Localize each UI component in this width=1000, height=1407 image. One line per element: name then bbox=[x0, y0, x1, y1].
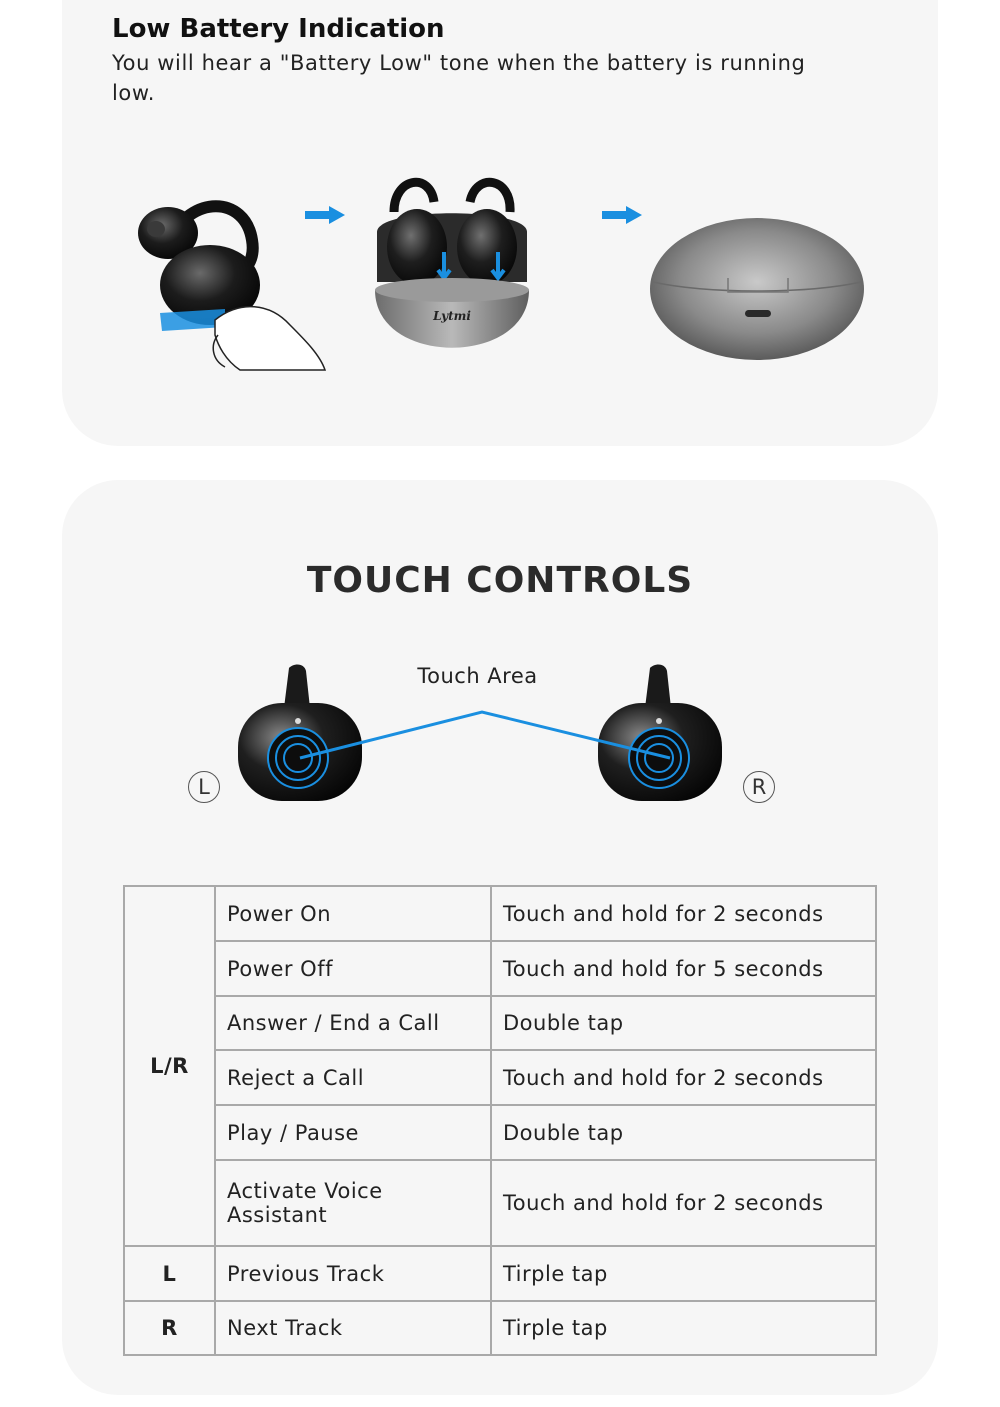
right-side-badge: R bbox=[743, 771, 775, 803]
touch-controls-title: TOUCH CONTROLS bbox=[306, 560, 694, 601]
table-row bbox=[124, 1050, 876, 1105]
side-cell: L bbox=[124, 1246, 215, 1301]
function-cell: Previous Track bbox=[215, 1246, 491, 1301]
table-row bbox=[124, 886, 876, 941]
function-cell: Power On bbox=[215, 886, 491, 941]
table-row bbox=[124, 1105, 876, 1160]
case-brand-logo: Lytmi bbox=[433, 309, 471, 323]
charging-case-open-illustration bbox=[372, 172, 532, 372]
function-cell: Power Off bbox=[215, 941, 491, 996]
battery-description: You will hear a "Battery Low" tone when the battery is running low. bbox=[112, 51, 806, 105]
action-cell: Touch and hold for 2 seconds bbox=[491, 1160, 876, 1246]
table-row bbox=[124, 941, 876, 996]
action-cell: Tirple tap bbox=[491, 1246, 876, 1301]
action-cell: Touch and hold for 2 seconds bbox=[491, 886, 876, 941]
function-cell: Reject a Call bbox=[215, 1050, 491, 1105]
function-cell: Activate Voice Assistant bbox=[215, 1160, 491, 1246]
table-row bbox=[124, 1246, 876, 1301]
touch-area-label: Touch Area bbox=[417, 664, 538, 688]
arrow-right-icon bbox=[303, 204, 347, 226]
earbud-touch-illustration bbox=[130, 185, 330, 375]
action-cell: Tirple tap bbox=[491, 1301, 876, 1355]
side-cell: R bbox=[124, 1301, 215, 1355]
charging-case-closed-illustration bbox=[648, 216, 866, 362]
table-row bbox=[124, 1160, 876, 1246]
table-row bbox=[124, 1301, 876, 1355]
action-cell: Double tap bbox=[491, 996, 876, 1050]
action-cell: Touch and hold for 5 seconds bbox=[491, 941, 876, 996]
battery-title: Low Battery Indication bbox=[112, 14, 445, 44]
left-side-badge: L bbox=[188, 771, 220, 803]
arrow-right-icon bbox=[600, 204, 644, 226]
side-cell: L/R bbox=[124, 886, 215, 1246]
table-row bbox=[124, 996, 876, 1050]
function-cell: Next Track bbox=[215, 1301, 491, 1355]
function-cell: Answer / End a Call bbox=[215, 996, 491, 1050]
function-cell: Play / Pause bbox=[215, 1105, 491, 1160]
action-cell: Double tap bbox=[491, 1105, 876, 1160]
touch-controls-table bbox=[123, 885, 877, 1356]
action-cell: Touch and hold for 2 seconds bbox=[491, 1050, 876, 1105]
touch-area-pointer-lines bbox=[290, 700, 690, 770]
